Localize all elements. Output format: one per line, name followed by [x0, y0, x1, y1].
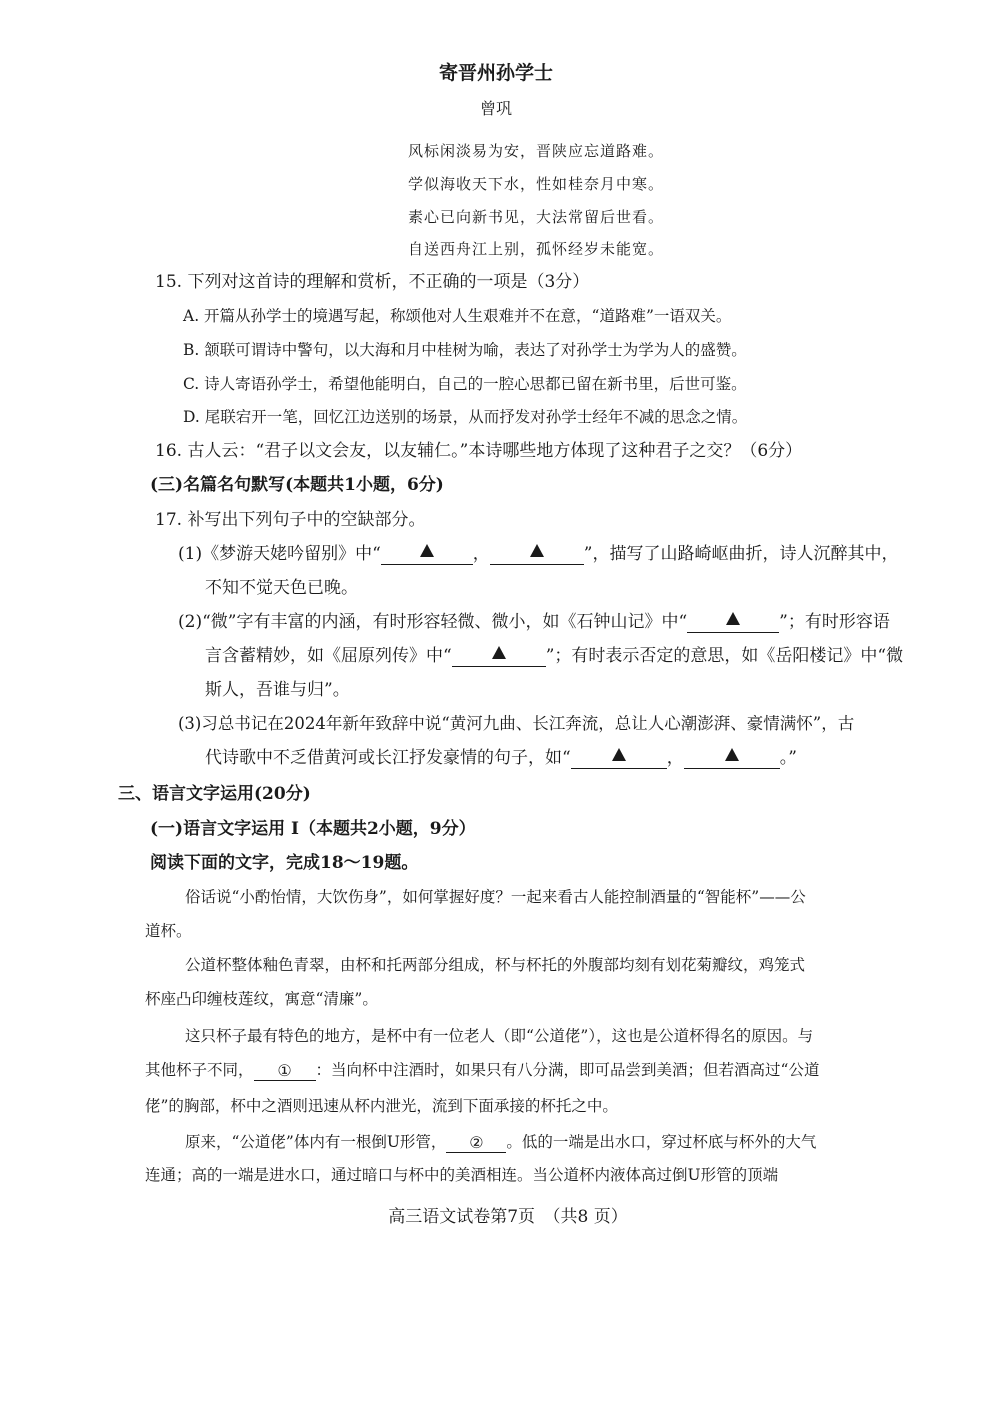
answer-blank[interactable]	[452, 646, 546, 667]
question-17-part-3-cont	[205, 747, 797, 769]
question-17-part-2	[178, 611, 890, 633]
poem-title: 寄晋州孙学士	[438, 62, 553, 84]
text: 。低的一端是出水口，穿过杯底与杯外的大气	[506, 1133, 817, 1151]
text: ，	[666, 748, 684, 768]
answer-blank-1[interactable]	[254, 1060, 316, 1081]
blank-marker: ①	[277, 1061, 292, 1080]
question-15-option-b: B. 颔联可谓诗中警句，以大海和月中桂树为喻，表达了对孙学士为学为人的盛赞。	[183, 341, 747, 359]
poem-author: 曾巩	[479, 99, 512, 118]
text: 。”	[779, 748, 797, 768]
answer-blank[interactable]	[687, 612, 779, 633]
question-17-part-3: (3)习总书记在2024年新年致辞中说“黄河九曲、长江奔流，总让人心潮澎湃、豪情满怀”，古	[178, 714, 855, 733]
text: ”；有时形容语	[779, 612, 890, 632]
triangle-icon	[420, 544, 434, 557]
question-15-option-d: D. 尾联宕开一笔，回忆江边送别的场景，从而抒发对孙学士经年不减的思念之情。	[183, 408, 748, 426]
question-15-stem: 15. 下列对这首诗的理解和赏析，不正确的一项是（3分）	[155, 272, 590, 292]
section-3-1-heading: (一)语言文字运用 I（本题共2小题，9分）	[150, 819, 476, 839]
text: 言含蓄精妙，如《屈原列传》中“	[205, 646, 452, 666]
answer-blank[interactable]	[684, 748, 780, 769]
question-16: 16. 古人云：“君子以文会友，以友辅仁。”本诗哪些地方体现了这种君子之交？（6分）	[155, 441, 803, 461]
question-15-option-a: A. 开篇从孙学士的境遇写起，称颂他对人生艰难并不在意，“道路难”一语双关。	[183, 307, 732, 325]
question-15-option-c: C. 诗人寄语孙学士，希望他能明白，自己的一腔心思都已留在新书里，后世可鉴。	[183, 375, 747, 393]
passage-line: 这只杯子最有特色的地方，是杯中有一位老人（即“公道佬”），这也是公道杯得名的原因。与	[185, 1027, 814, 1045]
question-17-part-2-cont	[205, 645, 903, 667]
question-17-stem: 17. 补写出下列句子中的空缺部分。	[155, 510, 426, 530]
triangle-icon	[726, 612, 740, 625]
triangle-icon	[612, 748, 626, 761]
text: ，	[472, 544, 490, 564]
passage-line: 杯座凸印缠枝莲纹，寓意“清廉”。	[145, 990, 378, 1008]
text: ：当向杯中注酒时，如果只有八分满，即可品尝到美酒；但若酒高过“公道	[315, 1061, 820, 1079]
passage-line	[145, 1059, 819, 1081]
question-17-part-1-cont: 不知不觉天色已晚。	[205, 578, 358, 598]
answer-blank-2[interactable]	[446, 1132, 506, 1153]
poem-line: 学似海收天下水，性如桂奈月中寒。	[407, 175, 664, 193]
passage-line: 道杯。	[145, 922, 192, 940]
passage-line: 佬”的胸部，杯中之酒则迅速从杯内泄光，流到下面承接的杯托之中。	[145, 1097, 618, 1115]
text: (1)《梦游天姥吟留别》中“	[178, 544, 381, 564]
text: ”，描写了山路崎岖曲折，诗人沉醉其中，	[583, 544, 899, 564]
poem-line: 自送西舟江上别，孤怀经岁未能宽。	[407, 240, 664, 258]
passage-line: 公道杯整体釉色青翠，由杯和托两部分组成，杯与杯托的外腹部均刻有划花菊瓣纹，鸡笼式	[185, 956, 806, 974]
answer-blank[interactable]	[381, 544, 473, 565]
text: 其他杯子不同，	[145, 1061, 254, 1079]
page-footer: 高三语文试卷第7页 （共8 页）	[388, 1207, 628, 1227]
blank-marker: ②	[469, 1133, 484, 1152]
section-heading: (三)名篇名句默写(本题共1小题，6分)	[150, 475, 444, 495]
question-17-part-2-end: 斯人，吾谁与归”。	[205, 680, 350, 700]
answer-blank[interactable]	[571, 748, 667, 769]
text: ”；有时表示否定的意思，如《岳阳楼记》中“微	[545, 646, 904, 666]
text: (2)“微”字有丰富的内涵，有时形容轻微、微小，如《石钟山记》中“	[178, 612, 688, 632]
text: 代诗歌中不乏借黄河或长江抒发豪情的句子，如“	[205, 748, 571, 768]
poem-line: 素心已向新书见，大法常留后世看。	[407, 208, 664, 226]
poem-line: 风标闲淡易为安，晋陕应忘道路难。	[407, 142, 664, 160]
passage-line: 连通；高的一端是进水口，通过暗口与杯中的美酒相连。当公道杯内液体高过倒U形管的顶端	[145, 1166, 779, 1184]
text: 原来，“公道佬”体内有一根倒U形管，	[185, 1133, 447, 1151]
question-17-part-1	[178, 543, 898, 565]
reading-instruction: 阅读下面的文字，完成18～19题。	[150, 853, 419, 873]
passage-line: 俗话说“小酌怡情，大饮伤身”，如何掌握好度？一起来看古人能控制酒量的“智能杯”——公	[185, 888, 806, 906]
section-3-heading: 三、语言文字运用(20分)	[118, 784, 311, 804]
triangle-icon	[530, 544, 544, 557]
passage-line	[185, 1131, 816, 1153]
triangle-icon	[492, 646, 506, 659]
answer-blank[interactable]	[490, 544, 584, 565]
triangle-icon	[725, 748, 739, 761]
